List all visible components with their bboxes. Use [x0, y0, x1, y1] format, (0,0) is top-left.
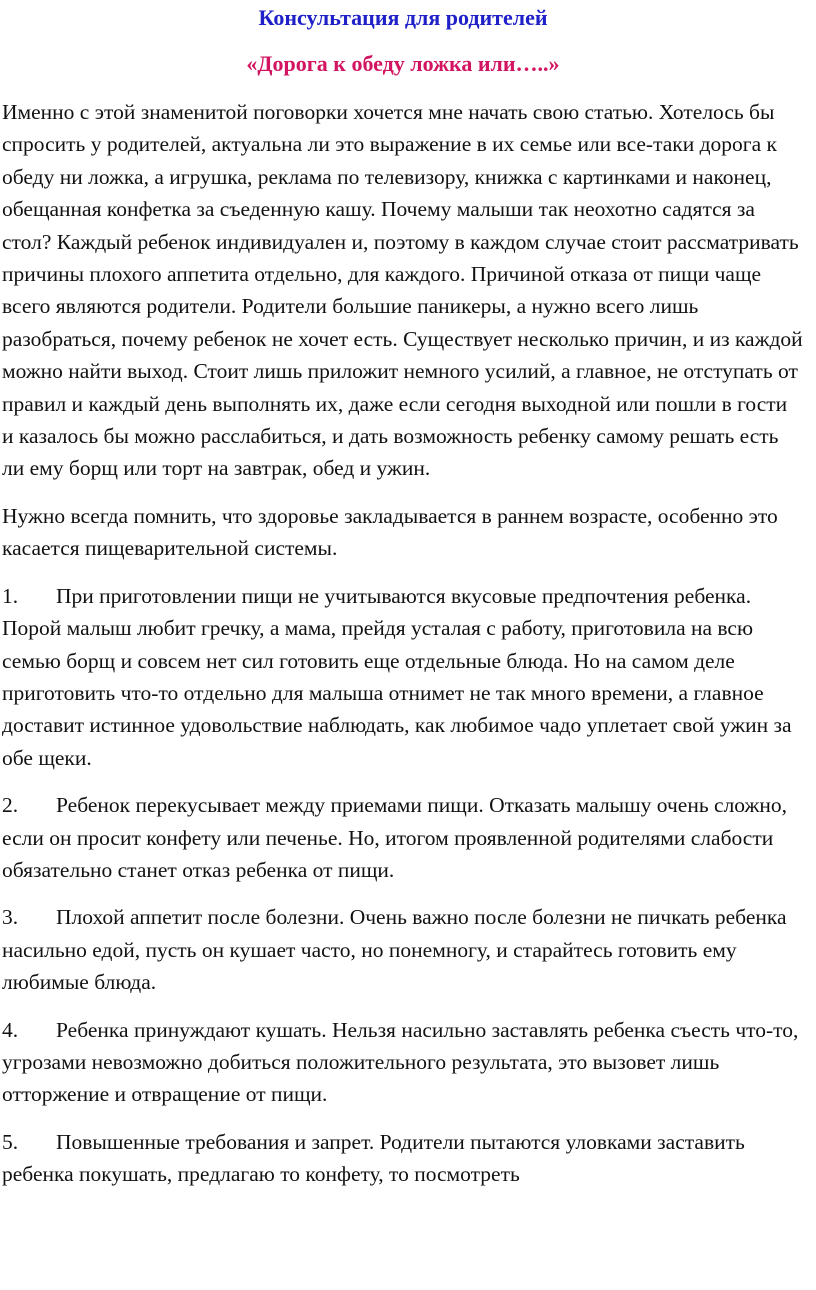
list-item — [2, 901, 804, 998]
list-item — [2, 580, 804, 774]
document-subtitle: «Дорога к обеду ложка или…..» — [246, 51, 560, 76]
list-item-text: Повышенные требования и запрет. Родители пытаются уловками заставить ребенка покушать, предлагаю то конфету, то посмотреть — [2, 1129, 745, 1187]
list-item — [2, 1126, 804, 1191]
list-item — [2, 789, 804, 886]
document-title: Консультация для родителей — [258, 5, 548, 30]
list-item-number: 5. — [2, 1129, 19, 1154]
list-item-number: 1. — [2, 583, 19, 608]
list-item-text: При приготовлении пищи не учитываются вкусовые предпочтения ребенка. Порой малыш любит гречку, а мама, прейдя усталая с работу, приготовила на всю семью борщ и совсем нет сил готовить еще отдельные блюда. Но на самом деле приготовить что-то отдельно для малыша отнимет не так много времени, а главное доставит истинное удовольствие наблюдать, как любимое чадо уплетает свой ужин за обе щеки. — [2, 583, 792, 770]
intro-paragraph: Именно с этой знаменитой поговорки хочется мне начать свою статью. Хотелось бы спросить у родителей, актуальна ли это выражение в их семье или все-таки дорога к обеду ни ложка, а игрушка, реклама по телевизору, книжка с картинками и наконец, обещанная конфетка за съеденную кашу. Почему малыши так неохотно садятся за стол? Каждый ребенок индивидуален и, поэтому в каждом случае стоит рассматривать причины плохого аппетита отдельно, для каждого. Причиной отказа от пищи чаще всего являются родители. Родители большие паникеры, а нужно всего лишь разобраться, почему ребенок не хочет есть. Существует несколько причин, и из каждой можно найти выход. Стоит лишь приложит немного усилий, а главное, не отступать от правил и каждый день выполнять их, даже если сегодня выходной или пошли в гости и казалось бы можно расслабиться, и дать возможность ребенку самому решать есть ли ему борщ или торт на завтрак, обед и ужин. — [2, 100, 803, 481]
list-item-text: Плохой аппетит после болезни. Очень важно после болезни не пичкать ребенка насильно едой, пусть он кушает часто, но понемногу, и старайтесь готовить ему любимые блюда. — [2, 905, 787, 995]
list-item-text: Ребенка принуждают кушать. Нельзя насильно заставлять ребенка съесть что-то, угрозами невозможно добиться положительного результата, это вызовет лишь отторжение и отвращение от пищи. — [2, 1017, 799, 1107]
list-item-text: Ребенок перекусывает между приемами пищи. Отказать малышу очень сложно, если он просит конфету или печенье. Но, итогом проявленной родителями слабости обязательно станет отказ ребенка от пищи. — [2, 793, 788, 882]
list-item-number: 2. — [2, 793, 19, 818]
list-item-number: 3. — [2, 905, 19, 930]
health-paragraph: Нужно всегда помнить, что здоровье закладывается в раннем возрасте, особенно это касается пищеварительной системы. — [2, 503, 778, 561]
list-item — [2, 1014, 804, 1111]
list-item-number: 4. — [2, 1017, 19, 1042]
